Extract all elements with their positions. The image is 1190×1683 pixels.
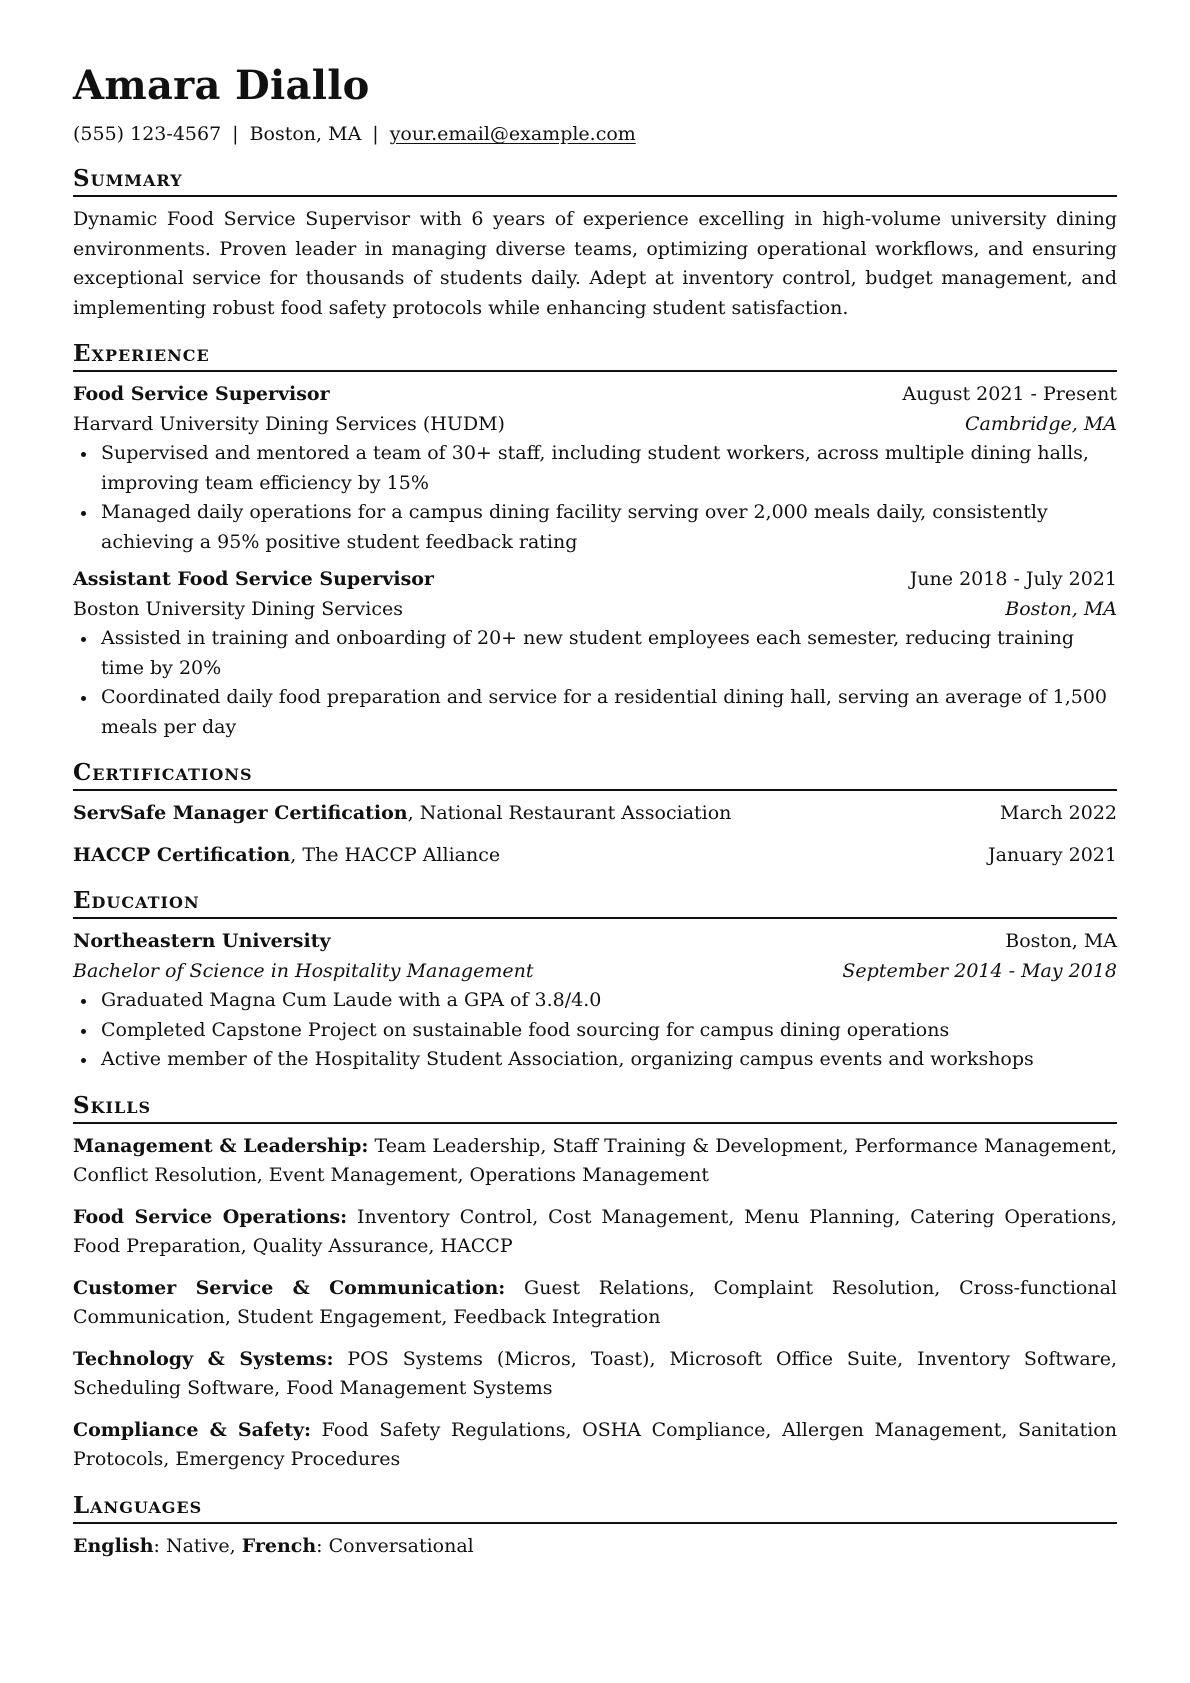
certification-issuer: , National Restaurant Association xyxy=(407,802,732,824)
certification-name: HACCP Certification xyxy=(73,843,291,866)
certification-date: January 2021 xyxy=(988,843,1117,866)
skill-group-label: Compliance & Safety: xyxy=(73,1418,312,1441)
languages-section xyxy=(73,1491,1117,1562)
section-heading-education: Education xyxy=(73,886,1117,919)
bullet-icon xyxy=(81,696,86,701)
skill-group-label: Technology & Systems: xyxy=(73,1347,334,1370)
bullet-icon xyxy=(81,637,86,642)
section-heading-languages: Languages xyxy=(73,1491,1117,1524)
skill-group-label: Management & Leadership: xyxy=(73,1134,369,1157)
section-heading-summary: Summary xyxy=(73,164,1117,197)
job-bullets xyxy=(73,439,1117,557)
bullet-item: Assisted in training and onboarding of 20+ new student employees each semester, reducing training time by 20% xyxy=(73,624,1117,683)
section-heading-certifications: Certifications xyxy=(73,758,1117,791)
job-title: Assistant Food Service Supervisor xyxy=(73,568,434,590)
contact-separator: | xyxy=(232,123,239,145)
certification-name: ServSafe Manager Certification xyxy=(73,802,408,824)
bullet-item: Coordinated daily food preparation and service for a residential dining hall, serving an average of 1,500 meals per day xyxy=(73,683,1117,742)
bullet-icon xyxy=(81,511,86,516)
degree: Bachelor of Science in Hospitality Management xyxy=(73,959,534,982)
bullet-item: Graduated Magna Cum Laude with a GPA of 3.8/4.0 xyxy=(73,986,1117,1016)
school-location: Boston, MA xyxy=(1005,930,1117,952)
contact-separator: | xyxy=(372,123,379,145)
certification-entry xyxy=(73,799,1117,829)
email-link[interactable]: your.email@example.com xyxy=(389,123,636,145)
job-title: Food Service Supervisor xyxy=(73,383,330,405)
certification-issuer: , The HACCP Alliance xyxy=(290,843,501,866)
experience-section xyxy=(73,339,1117,742)
bullet-item: Supervised and mentored a team of 30+ staff, including student workers, across multiple dining halls, improving team efficiency by 15% xyxy=(73,439,1117,498)
skill-group xyxy=(73,1132,1117,1191)
summary-section xyxy=(73,164,1117,323)
job-location: Boston, MA xyxy=(1005,597,1117,620)
education-dates: September 2014 - May 2018 xyxy=(842,959,1117,982)
job-location: Cambridge, MA xyxy=(964,412,1117,435)
skill-group-label: Customer Service & Communication: xyxy=(73,1276,506,1299)
section-heading-skills: Skills xyxy=(73,1091,1117,1124)
certification-date: March 2022 xyxy=(999,802,1117,824)
bullet-icon xyxy=(81,1058,86,1063)
phone-number: (555) 123-4567 xyxy=(73,123,222,145)
language-level: : Conversational xyxy=(316,1534,474,1557)
summary-text: Dynamic Food Service Supervisor with 6 years of experience excelling in high-volume university dining environments. Proven leader in managing diverse teams, optimizing operational workflows, and ensuring exceptional service for thousands of students daily. Adept at inventory control, budget management, and implementing robust food safety protocols while enhancing student satisfaction. xyxy=(73,208,1117,319)
bullet-item: Active member of the Hospitality Student Association, organizing campus events and workshops xyxy=(73,1045,1117,1075)
skill-group-items: Inventory Control, Cost Management, Menu Planning, Catering Operations, Food Preparation, Quality Assurance, HACCP xyxy=(73,1205,1117,1257)
contact-line xyxy=(73,120,1117,148)
language-level: : Native, xyxy=(153,1534,242,1557)
job-dates: August 2021 - Present xyxy=(902,383,1117,405)
bullet-item: Managed daily operations for a campus dining facility serving over 2,000 meals daily, consistently achieving a 95% positive student feedback rating xyxy=(73,498,1117,557)
skill-group xyxy=(73,1274,1117,1333)
school-name: Northeastern University xyxy=(73,930,331,952)
certification-entry xyxy=(73,841,1117,871)
section-heading-experience: Experience xyxy=(73,339,1117,372)
skill-group xyxy=(73,1416,1117,1475)
skill-group-items: POS Systems (Micros, Toast), Microsoft Office Suite, Inventory Software, Scheduling Software, Food Management Systems xyxy=(73,1347,1118,1399)
skill-group-label: Food Service Operations: xyxy=(73,1205,348,1228)
certifications-section xyxy=(73,758,1117,870)
skill-group-items: Guest Relations, Complaint Resolution, Cross-functional Communication, Student Engagement, Feedback Integration xyxy=(73,1276,1117,1328)
bullet-icon xyxy=(81,999,86,1004)
skill-group xyxy=(73,1203,1117,1262)
education-bullets xyxy=(73,986,1117,1075)
skill-group-items: Team Leadership, Staff Training & Development, Performance Management, Conflict Resolution, Event Management, Operations Management xyxy=(73,1134,1117,1186)
languages-line xyxy=(73,1532,1117,1562)
language-name: English xyxy=(73,1534,154,1557)
employer: Boston University Dining Services xyxy=(73,597,403,620)
candidate-name: Amara Diallo xyxy=(73,62,370,109)
language-name: French xyxy=(241,1534,317,1557)
job-dates: June 2018 - July 2021 xyxy=(909,568,1117,590)
skill-group-items: Food Safety Regulations, OSHA Compliance, Allergen Management, Sanitation Protocols, Emergency Procedures xyxy=(73,1418,1117,1470)
skill-group xyxy=(73,1345,1117,1404)
job-entry xyxy=(73,565,1117,742)
location: Boston, MA xyxy=(249,123,362,145)
employer: Harvard University Dining Services (HUDM) xyxy=(73,412,505,435)
job-entry xyxy=(73,380,1117,557)
job-bullets xyxy=(73,624,1117,742)
bullet-icon xyxy=(81,1029,86,1034)
bullet-icon xyxy=(81,452,86,457)
skills-section xyxy=(73,1091,1117,1475)
education-section xyxy=(73,886,1117,1075)
bullet-item: Completed Capstone Project on sustainable food sourcing for campus dining operations xyxy=(73,1016,1117,1046)
